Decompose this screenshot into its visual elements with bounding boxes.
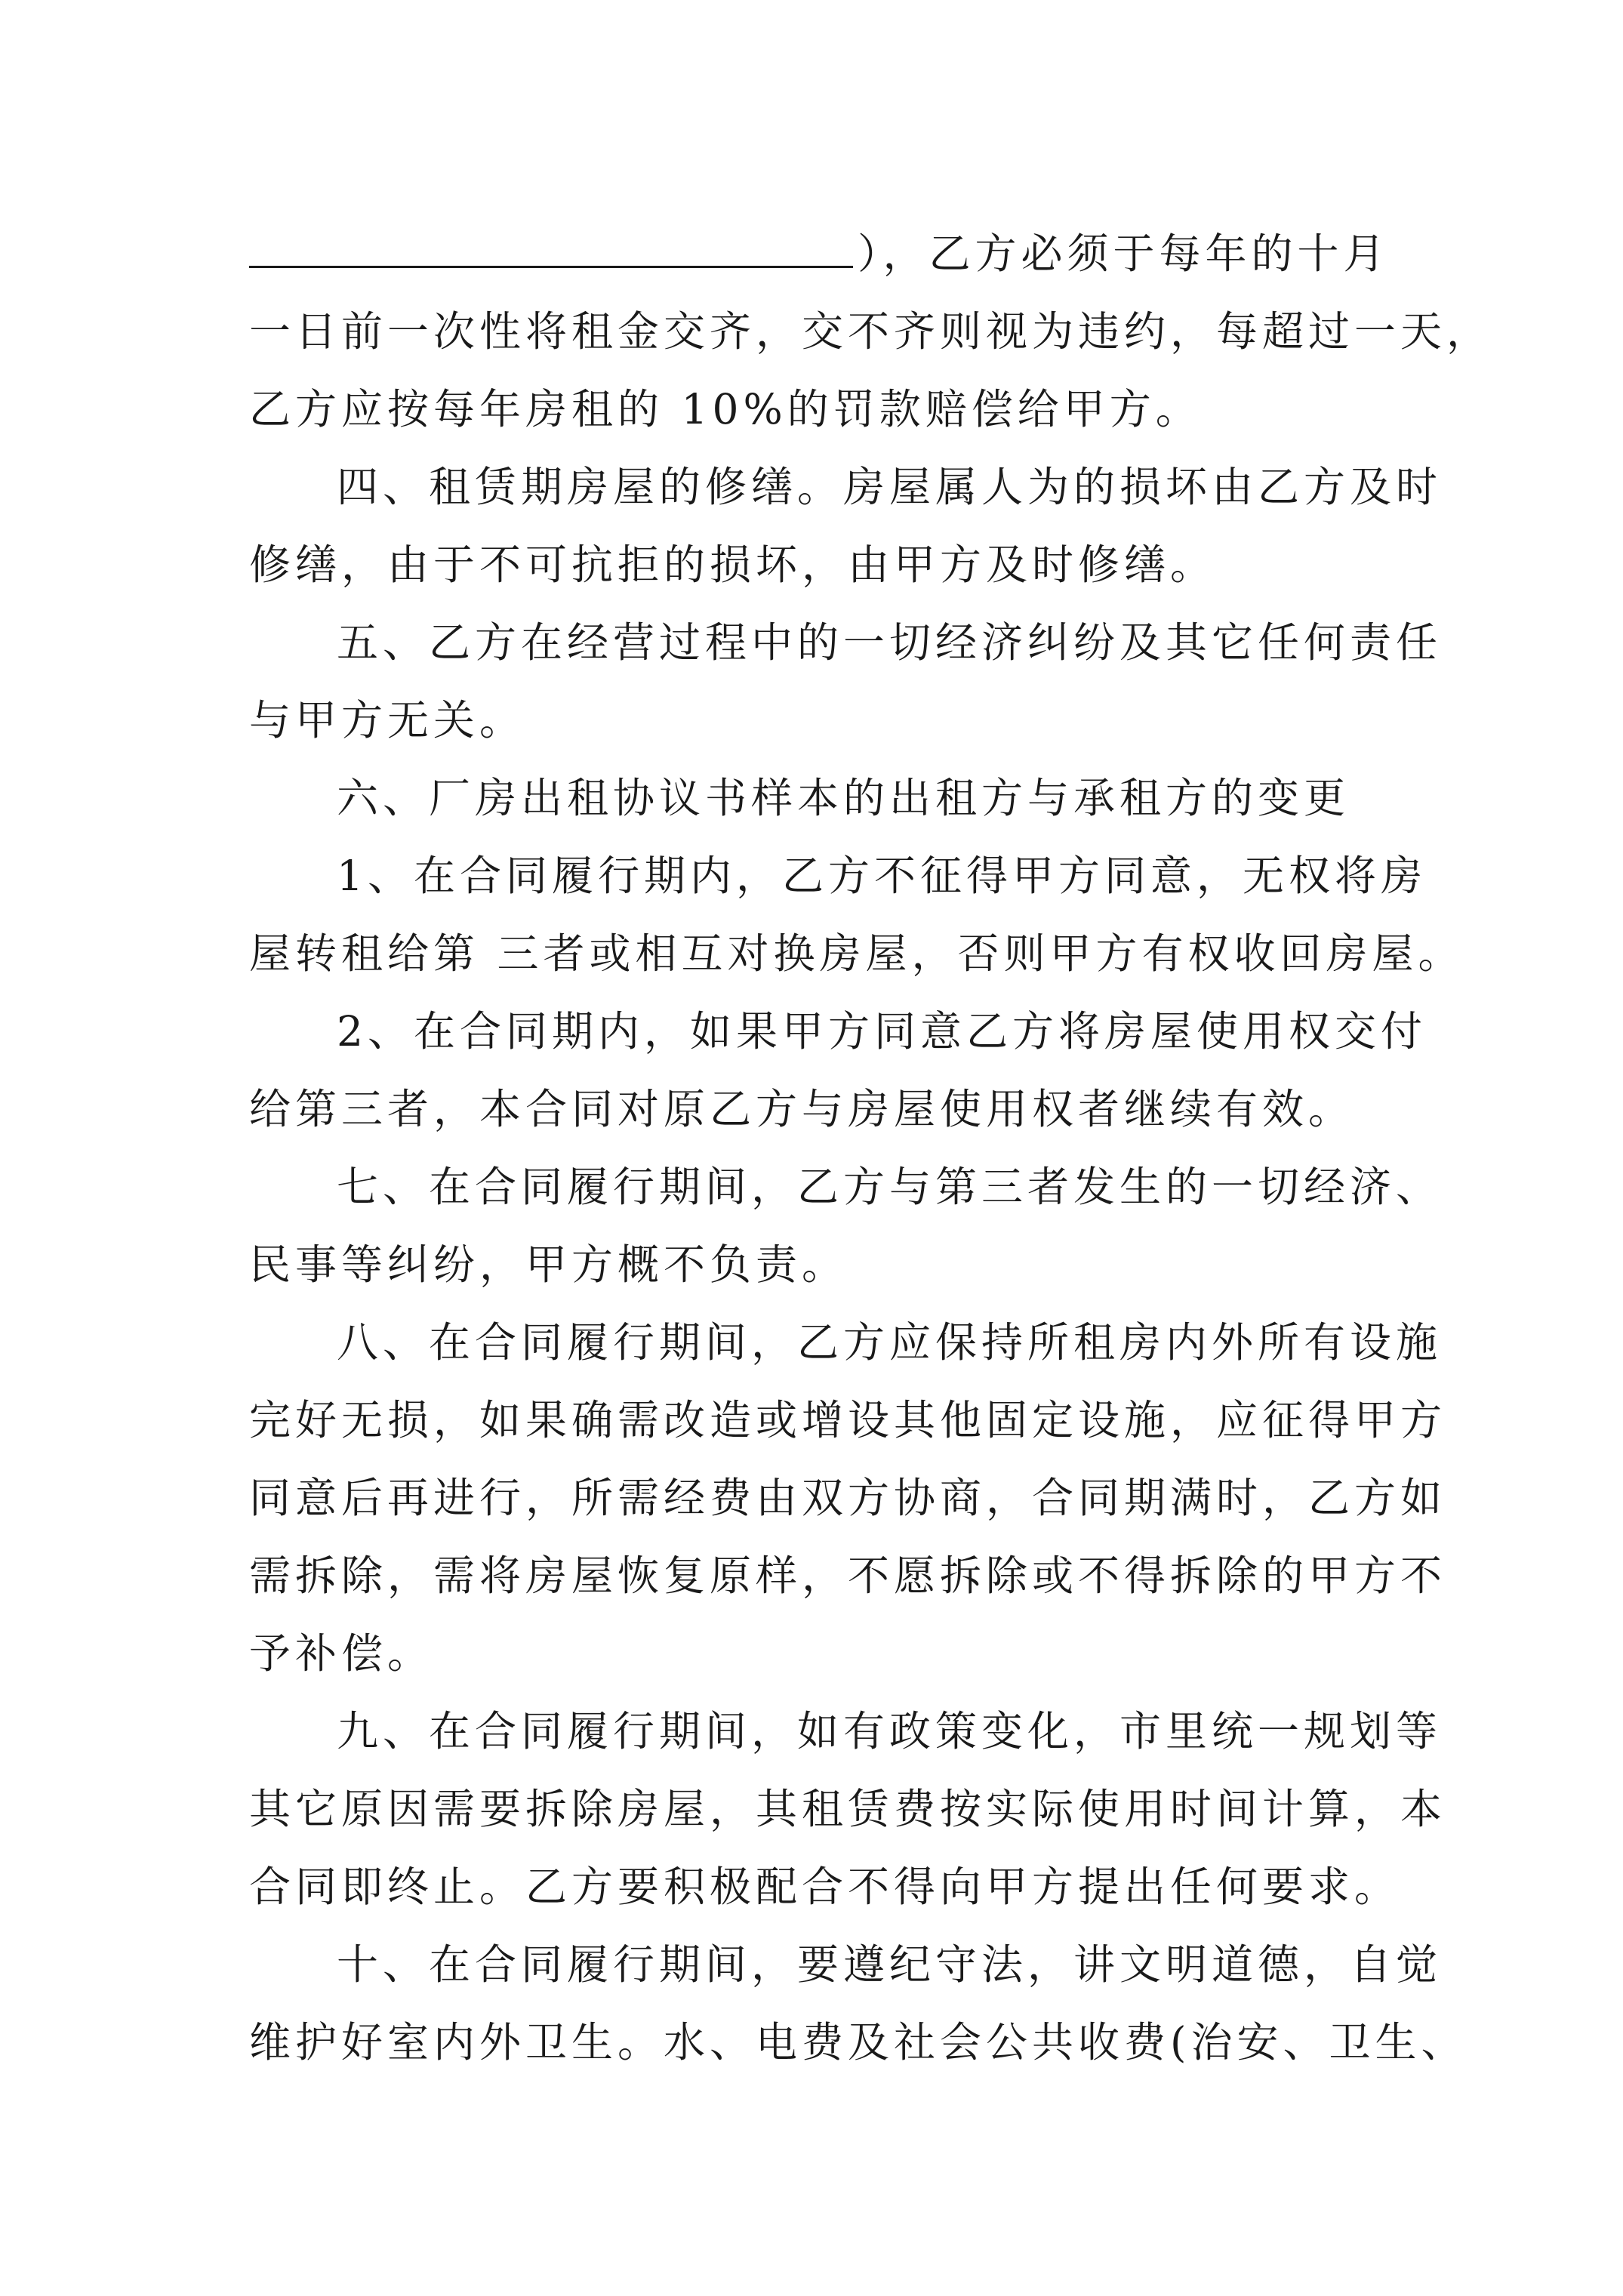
paragraph-start: 八、在合同履行期间，乙方应保持所租房内外所有设施 xyxy=(337,1318,1443,1367)
fill-in-blank xyxy=(249,220,853,268)
text-line: ），乙方必须于每年的十月 xyxy=(249,215,1400,293)
paragraph-start: 九、在合同履行期间，如有政策变化，市里统一规划等 xyxy=(337,1707,1443,1755)
text-line: 需拆除，需将房屋恢复原样，不愿拆除或不得拆除的甲方不 xyxy=(249,1552,1447,1600)
paragraph-start: 十、在合同履行期间，要遵纪守法，讲文明道德，自觉 xyxy=(337,1940,1443,1989)
contract-text xyxy=(249,215,1493,2082)
text-line: 予补偿。 xyxy=(249,1629,434,1678)
text-line: 其它原因需要拆除房屋，其租赁费按实际使用时间计算，本 xyxy=(249,1785,1447,1833)
paragraph-start: 四、租赁期房屋的修缮。房屋属人为的损坏由乙方及时 xyxy=(337,463,1443,511)
paragraph-start: 五、乙方在经营过程中的一切经济纠纷及其它任何责任 xyxy=(337,618,1443,667)
text-line: 完好无损，如果确需改造或增设其他固定设施，应征得甲方 xyxy=(249,1396,1447,1444)
text-line: 给第三者，本合同对原乙方与房屋使用权者继续有效。 xyxy=(249,1085,1355,1133)
text-line: 修缮，由于不可抗拒的损坏，由甲方及时修缮。 xyxy=(249,541,1217,589)
text-line: 民事等纠纷，甲方概不负责。 xyxy=(249,1240,848,1289)
text-line: 维护好室内外卫生。水、电费及社会公共收费(治安、卫生、 xyxy=(249,2018,1467,2066)
text-line: 一日前一次性将租金交齐，交不齐则视为违约，每超过一天， xyxy=(249,307,1493,356)
text-line: 乙方应按每年房租的 10%的罚款赔偿给甲方。 xyxy=(249,385,1202,433)
text-line: 同意后再进行，所需经费由双方协商，合同期满时，乙方如 xyxy=(249,1474,1447,1522)
text-line: 与甲方无关。 xyxy=(249,696,526,744)
paragraph-start: 1、在合同履行期内，乙方不征得甲方同意，无权将房 xyxy=(337,852,1427,900)
section-heading: 六、厂房出租协议书样本的出租方与承租方的变更 xyxy=(337,774,1350,822)
paragraph-start: 七、在合同履行期间，乙方与第三者发生的一切经济、 xyxy=(337,1163,1443,1211)
paragraph-start: 2、在合同期内，如果甲方同意乙方将房屋使用权交付 xyxy=(337,1007,1427,1056)
text-line: 屋转租给第 三者或相互对换房屋，否则甲方有权收回房屋。 xyxy=(249,929,1464,978)
text-line: 合同即终止。乙方要积极配合不得向甲方提出任何要求。 xyxy=(249,1863,1401,1911)
